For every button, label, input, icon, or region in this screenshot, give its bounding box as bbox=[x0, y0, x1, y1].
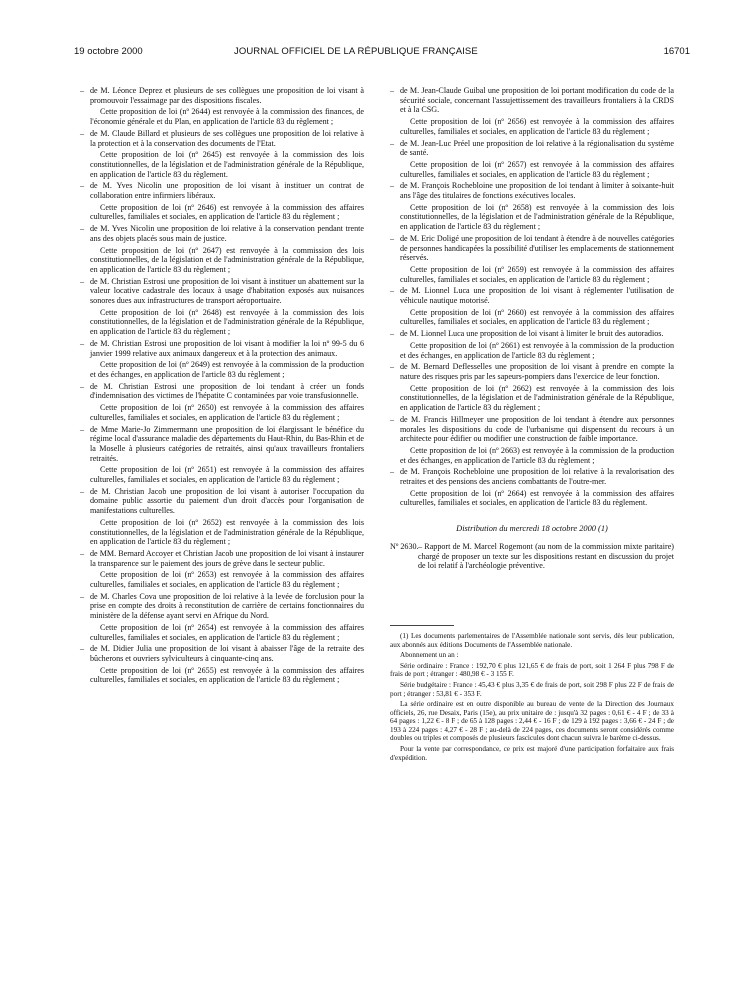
list-item: – de M. Christian Estrosi une proposition de loi visant à modifier la loi nº 99-5 du 6 janvier 1999 relative aux animaux dangereux et à la protection des animaux. Cette proposition de loi (nº 2649) est renvoyée à la commission de la production et des échanges, en application de l'article 83 du règlement ; bbox=[80, 338, 364, 379]
referral-text: Cette proposition de loi (nº 2664) est renvoyée à la commission des affaires culturelles, familiales et sociales, en application de l'article 83 du règlement. bbox=[400, 488, 674, 508]
list-item: – de M. Eric Doligé une proposition de loi tendant à étendre à de nouvelles catégories de personnes handicapées la possibilité d'utiliser les emplacements de stationnement réservés. Cette proposition de loi (nº 2659) est renvoyée à la commission des affaires culturelles, familiales et sociales, en application de l'article 83 du règlement ; bbox=[390, 233, 674, 284]
referral-text: Cette proposition de loi (nº 2657) est renvoyée à la commission des affaires culturelles, familiales et sociales, en application de l'article 83 du règlement ; bbox=[400, 159, 674, 179]
list-item: – de M. Claude Billard et plusieurs de ses collègues une proposition de loi relative à la protection et à la conservation des documents de l'Etat. Cette proposition de loi (nº 2645) est renvoyée à la commission des lois constitutionnelles, de la législation et de l'administration générale de la République, en application de l'article 83 du règlement. bbox=[80, 128, 364, 179]
footnote-note: (1) Les documents parlementaires de l'Assemblée nationale sont servis, dès leur publication, aux abonnés aux éditions Documents de l'Assemblée nationale. bbox=[390, 631, 674, 649]
list-item: – de M. François Rochebloine une proposition de loi relative à la revalorisation des retraites et des pensions des anciens combattants de l'outre-mer. Cette proposition de loi (nº 2664) est renvoyée à la commission des affaires culturelles, familiales et sociales, en application de l'article 83 du règlement. bbox=[390, 467, 674, 508]
proposal-text: de M. Claude Billard et plusieurs de ses collègues une proposition de loi relative à la protection et à la conservation des documents de l'Etat. bbox=[90, 128, 364, 148]
proposal-text: de M. Yves Nicolin une proposition de loi relative à la conservation pendant trente ans des objets placés sous main de justice. bbox=[90, 224, 364, 243]
referral-text: Cette proposition de loi (nº 2648) est renvoyée à la commission des lois constitutionnelles, de la législation et de l'administration générale de la République, en application de l'article 83 du règlement ; bbox=[90, 307, 364, 337]
proposal-text: de M. Didier Julia une proposition de loi visant à abaisser l'âge de la retraite des bûcherons et ouvriers sylviculteurs à cinquante-cinq ans. bbox=[90, 644, 364, 663]
proposal-text: de M. Eric Doligé une proposition de loi tendant à étendre à de nouvelles catégories de personnes handicapées la possibilité d'utiliser les emplacements de stationnement réservés. bbox=[400, 233, 674, 263]
referral-text: Cette proposition de loi (nº 2662) est renvoyée à la commission des lois constitutionnelles, de la législation et de l'administration générale de la République, en application de l'article 83 du règlement ; bbox=[400, 383, 674, 413]
list-item: – de M. Christian Jacob une proposition de loi visant à autoriser l'occupation du domaine public assortie du paiement d'un droit d'accès pour l'organisation de manifestations culturelles. Cette proposition de loi (nº 2652) est renvoyée à la commission des lois constitutionnelles, de la législation et de l'administration générale de la République, en application de l'article 83 du règlement ; bbox=[80, 486, 364, 547]
list-item: – de M. Jean-Claude Guibal une proposition de loi portant modification du code de la sécurité sociale, concernant l'assujettissement des travailleurs frontaliers à la CRDS et à la CSG. Cette proposition de loi (nº 2656) est renvoyée à la commission des affaires culturelles, familiales et sociales, en application de l'article 83 du règlement ; bbox=[390, 86, 674, 136]
header-date: 19 octobre 2000 bbox=[74, 46, 143, 57]
referral-text: Cette proposition de loi (nº 2655) est renvoyée à la commission des affaires culturelles, familiales et sociales, en application de l'article 83 du règlement ; bbox=[90, 665, 364, 685]
proposal-text: de M. Christian Estrosi une proposition de loi tendant à créer un fonds d'indemnisation des victimes de l'hépatite C contaminées par voie transfusionnelle. bbox=[90, 381, 364, 401]
referral-text: Cette proposition de loi (nº 2654) est renvoyée à la commission des affaires culturelles, familiales et sociales, en application de l'article 83 du règlement ; bbox=[90, 622, 364, 642]
referral-text: Cette proposition de loi (nº 2658) est renvoyée à la commission des lois constitutionnelles, de la législation et de l'administration générale de la République, en application de l'article 83 du règlement ; bbox=[400, 202, 674, 232]
referral-text: Cette proposition de loi (nº 2650) est renvoyée à la commission des affaires culturelles, familiales et sociales, en application de l'article 83 du règlement ; bbox=[90, 403, 364, 422]
proposal-text: de M. Yves Nicolin une proposition de loi visant à instituer un contrat de collaboration entre infirmiers libéraux. bbox=[90, 181, 364, 201]
list-item: – de M. Charles Cova une proposition de loi relative à la levée de forclusion pour la prise en compte des droits à reconstitution de carrière de certains fonctionnaires du ministère de la défense ayant servi en Afrique du Nord. Cette proposition de loi (nº 2654) est renvoyée à la commission des affaires culturelles, familiales et sociales, en application de l'article 83 du règlement ; bbox=[80, 591, 364, 642]
footnote-budgetaire: Série budgétaire : France : 45,43 € plus 3,35 € de frais de port, soit 298 F plus 22 F de frais de port ; étranger : 53,81 € - 353 F. bbox=[390, 680, 674, 698]
referral-text: Cette proposition de loi (nº 2663) est renvoyée à la commission de la production et des échanges, en application de l'article 83 du règlement ; bbox=[400, 445, 674, 465]
list-item: – de Mme Marie-Jo Zimmermann une proposition de loi élargissant le bénéfice du régime local d'assurance maladie des départements du Haut-Rhin, du Bas-Rhin et de la Moselle à plusieurs catégories de retraités, ainsi qu'aux travailleurs frontaliers retraités. Cette proposition de loi (nº 2651) est renvoyée à la commission des affaires culturelles, familiales et sociales, en application de l'article 83 du règlement ; bbox=[80, 424, 364, 485]
journal-title: JOURNAL OFFICIEL DE LA RÉPUBLIQUE FRANÇAISE bbox=[234, 46, 478, 57]
referral-text: Cette proposition de loi (nº 2644) est renvoyée à la commission des finances, de l'économie générale et du Plan, en application de l'article 83 du règlement ; bbox=[90, 107, 364, 127]
referral-text: Cette proposition de loi (nº 2660) est renvoyée à la commission des affaires culturelles, familiales et sociales, en application de l'article 83 du règlement ; bbox=[400, 307, 674, 327]
referral-text: Cette proposition de loi (nº 2656) est renvoyée à la commission des affaires culturelles, familiales et sociales, en application de l'article 83 du règlement ; bbox=[400, 117, 674, 136]
proposal-text: de M. Jean-Claude Guibal une proposition de loi portant modification du code de la sécurité sociale, concernant l'assujettissement des travailleurs frontaliers à la CRDS et à la CSG. bbox=[400, 86, 674, 115]
proposal-text: de M. Jean-Luc Préel une proposition de loi relative à la régionalisation du système de santé. bbox=[400, 138, 674, 158]
referral-text: Cette proposition de loi (nº 2645) est renvoyée à la commission des lois constitutionnelles, de la législation et de l'administration générale de la République, en application de l'article 83 du règlement. bbox=[90, 150, 364, 179]
proposal-text: de MM. Bernard Accoyer et Christian Jacob une proposition de loi visant à instaurer la transparence sur le paiement des jours de grève dans le secteur public. bbox=[90, 548, 364, 568]
proposal-text: de M. Lionnel Luca une proposition de loi visant à réglementer l'utilisation de véhicule nautique motorisé. bbox=[400, 286, 674, 306]
referral-text: Cette proposition de loi (nº 2659) est renvoyée à la commission des affaires culturelles, familiales et sociales, en application de l'article 83 du règlement ; bbox=[400, 264, 674, 284]
distribution-text: – Rapport de M. Marcel Rogemont (au nom de la commission mixte paritaire) chargé de proposer un texte sur les dispositions restant en discussion du projet de loi relatif à l'archéologie préventive. bbox=[418, 541, 674, 571]
proposal-text: de M. Charles Cova une proposition de loi relative à la levée de forclusion pour la prise en compte des droits à reconstitution de carrière de certains fonctionnaires du ministère de la défense ayant servi en Afrique du Nord. bbox=[90, 591, 364, 621]
footnote-vente: La série ordinaire est en outre disponible au bureau de vente de la Direction des Journaux officiels, 26, rue Desaix, Paris (15e), au prix unitaire de : jusqu'à 32 pages : 0,61 € - 4 F ; de 33 à 64 pages : 1,22 € - 8 F ; de 65 à 128 pages : 2,44 € - 16 F ; de 129 à 192 pages : 3,66 € - 24 F ; de 193 à 224 pages : 4,27 € - 28 F ; au-delà de 224 pages, ces documents seront considérés comme doubles ou triples et composés de plusieurs fascicules dont chacun suivra le barème ci-dessus. bbox=[390, 700, 674, 743]
page-header bbox=[74, 46, 690, 60]
footnote-ordinaire: Série ordinaire : France : 192,70 € plus 121,65 € de frais de port, soit 1 264 F plus 798 F de frais de port ; étranger : 480,98 € - 3 155 F. bbox=[390, 661, 674, 679]
proposal-text: de M. Christian Jacob une proposition de loi visant à autoriser l'occupation du domaine public assortie du paiement d'un droit d'accès pour l'organisation de manifestations culturelles. bbox=[90, 486, 364, 516]
proposal-text: de M. Bernard Deflesselles une proposition de loi visant à prendre en compte la nature des risques pris par les sapeurs-pompiers dans l'exercice de leur fonction. bbox=[400, 362, 674, 381]
referral-text: Cette proposition de loi (nº 2653) est renvoyée à la commission des affaires culturelles, familiales et sociales, en application de l'article 83 du règlement ; bbox=[90, 570, 364, 590]
list-item: – de M. Yves Nicolin une proposition de loi relative à la conservation pendant trente ans des objets placés sous main de justice. Cette proposition de loi (nº 2647) est renvoyée à la commission des lois constitutionnelles, de la législation et de l'administration générale de la République, en application de l'article 83 du règlement ; bbox=[80, 224, 364, 274]
footnote bbox=[390, 632, 674, 762]
list-item: – de M. Didier Julia une proposition de loi visant à abaisser l'âge de la retraite des bûcherons et ouvriers sylviculteurs à cinquante-cinq ans. Cette proposition de loi (nº 2655) est renvoyée à la commission des affaires culturelles, familiales et sociales, en application de l'article 83 du règlement ; bbox=[80, 644, 364, 685]
distribution-heading: Distribution du mercredi 18 octobre 2000 (1) bbox=[456, 524, 608, 534]
referral-text: Cette proposition de loi (nº 2651) est renvoyée à la commission des affaires culturelles, familiales et sociales, en application de l'article 83 du règlement ; bbox=[90, 465, 364, 485]
distribution-entry bbox=[390, 542, 674, 571]
referral-text: Cette proposition de loi (nº 2647) est renvoyée à la commission des lois constitutionnelles, de la législation et de l'administration générale de la République, en application de l'article 83 du règlement ; bbox=[90, 245, 364, 274]
proposal-text: de M. Lionnel Luca une proposition de loi visant à limiter le bruit des autoradios. bbox=[400, 329, 664, 339]
right-column bbox=[390, 86, 674, 764]
footnote-divider bbox=[390, 625, 454, 626]
proposal-text: de M. François Rochebloine une proposition de loi relative à la revalorisation des retraites et des pensions des anciens combattants de l'outre-mer. bbox=[400, 467, 674, 487]
list-item: – de M. Lionnel Luca une proposition de loi visant à réglementer l'utilisation de véhicule nautique motorisé. Cette proposition de loi (nº 2660) est renvoyée à la commission des affaires culturelles, familiales et sociales, en application de l'article 83 du règlement ; bbox=[390, 286, 674, 327]
list-item: – de M. Léonce Deprez et plusieurs de ses collègues une proposition de loi visant à promouvoir l'essaimage par des dispositions fiscales. Cette proposition de loi (nº 2644) est renvoyée à la commission des finances, de l'économie générale et du Plan, en application de l'article 83 du règlement ; bbox=[80, 86, 364, 127]
referral-text: Cette proposition de loi (nº 2652) est renvoyée à la commission des lois constitutionnelles, de la législation et de l'administration générale de la République, en application de l'article 83 du règlement ; bbox=[90, 517, 364, 547]
list-item: – de M. Francis Hillmeyer une proposition de loi tendant à étendre aux personnes morales les dispositions du code de l'urbanisme qui dispensent du recours à un architecte pour édifier ou modifier une construction de faible importance. Cette proposition de loi (nº 2663) est renvoyée à la commission de la production et des échanges, en application de l'article 83 du règlement ; bbox=[390, 414, 674, 465]
list-item: – de M. Christian Estrosi une proposition de loi tendant à créer un fonds d'indemnisation des victimes de l'hépatite C contaminées par voie transfusionnelle. Cette proposition de loi (nº 2650) est renvoyée à la commission des affaires culturelles, familiales et sociales, en application de l'article 83 du règlement ; bbox=[80, 381, 364, 422]
document-number: Nº 2630. bbox=[390, 541, 419, 551]
list-item: – de M. Jean-Luc Préel une proposition de loi relative à la régionalisation du système de santé. Cette proposition de loi (nº 2657) est renvoyée à la commission des affaires culturelles, familiales et sociales, en application de l'article 83 du règlement ; bbox=[390, 138, 674, 179]
left-column bbox=[80, 86, 364, 687]
footnote-correspondance: Pour la vente par correspondance, ce prix est majoré d'une participation forfaitaire aux frais d'expédition. bbox=[390, 745, 674, 762]
proposal-text: de M. François Rochebloine une proposition de loi tendant à limiter à soixante-huit ans l'âge des titulaires de fonctions exécutives locales. bbox=[400, 181, 674, 201]
proposal-text: de Mme Marie-Jo Zimmermann une proposition de loi élargissant le bénéfice du régime local d'assurance maladie des départements du Haut-Rhin, du Bas-Rhin et de la Moselle à plusieurs catégories de retraités, ainsi qu'aux travailleurs frontaliers retraités. bbox=[90, 424, 364, 463]
referral-text: Cette proposition de loi (nº 2661) est renvoyée à la commission de la production et des échanges, en application de l'article 83 du règlement ; bbox=[400, 340, 674, 360]
page-number: 16701 bbox=[663, 46, 690, 57]
list-item: – de M. Lionnel Luca une proposition de loi visant à limiter le bruit des autoradios. Cette proposition de loi (nº 2661) est renvoyée à la commission de la production et des échanges, en application de l'article 83 du règlement ; bbox=[390, 329, 674, 360]
referral-text: Cette proposition de loi (nº 2646) est renvoyée à la commission des affaires culturelles, familiales et sociales, en application de l'article 83 du règlement ; bbox=[90, 202, 364, 222]
referral-text: Cette proposition de loi (nº 2649) est renvoyée à la commission de la production et des échanges, en application de l'article 83 du règlement ; bbox=[90, 360, 364, 379]
list-item: – de M. Bernard Deflesselles une proposition de loi visant à prendre en compte la nature des risques pris par les sapeurs-pompiers dans l'exercice de leur fonction. Cette proposition de loi (nº 2662) est renvoyée à la commission des lois constitutionnelles, de la législation et de l'administration générale de la République, en application de l'article 83 du règlement ; bbox=[390, 362, 674, 413]
footnote-abonnement: Abonnement un an : bbox=[400, 651, 459, 660]
list-item: – de M. Christian Estrosi une proposition de loi visant à instituer un abattement sur la valeur locative cadastrale des locaux à usage d'habitation exposés aux nuisances sonores dues aux infrastructures de transport aéroportuaire. Cette proposition de loi (nº 2648) est renvoyée à la commission des lois constitutionnelles, de la législation et de l'administration générale de la République, en application de l'article 83 du règlement ; bbox=[80, 276, 364, 337]
list-item: – de MM. Bernard Accoyer et Christian Jacob une proposition de loi visant à instaurer la transparence sur le paiement des jours de grève dans le secteur public. Cette proposition de loi (nº 2653) est renvoyée à la commission des affaires culturelles, familiales et sociales, en application de l'article 83 du règlement ; bbox=[80, 548, 364, 590]
proposal-text: de M. Christian Estrosi une proposition de loi visant à instituer un abattement sur la valeur locative cadastrale des locaux à usage d'habitation exposés aux nuisances sonores dues aux infrastructures de transport aéroportuaire. bbox=[90, 276, 364, 306]
list-item: – de M. François Rochebloine une proposition de loi tendant à limiter à soixante-huit ans l'âge des titulaires de fonctions exécutives locales. Cette proposition de loi (nº 2658) est renvoyée à la commission des lois constitutionnelles, de la législation et de l'administration générale de la République, en application de l'article 83 du règlement ; bbox=[390, 181, 674, 232]
proposal-text: de M. Francis Hillmeyer une proposition de loi tendant à étendre aux personnes morales les dispositions du code de l'urbanisme qui dispensent du recours à un architecte pour édifier ou modifier une construction de faible importance. bbox=[400, 414, 674, 444]
proposal-text: de M. Léonce Deprez et plusieurs de ses collègues une proposition de loi visant à promouvoir l'essaimage par des dispositions fiscales. bbox=[90, 86, 364, 105]
list-item: – de M. Yves Nicolin une proposition de loi visant à instituer un contrat de collaboration entre infirmiers libéraux. Cette proposition de loi (nº 2646) est renvoyée à la commission des affaires culturelles, familiales et sociales, en application de l'article 83 du règlement ; bbox=[80, 181, 364, 222]
proposal-text: de M. Christian Estrosi une proposition de loi visant à modifier la loi nº 99-5 du 6 janvier 1999 relative aux animaux dangereux et à la protection des animaux. bbox=[90, 338, 364, 358]
